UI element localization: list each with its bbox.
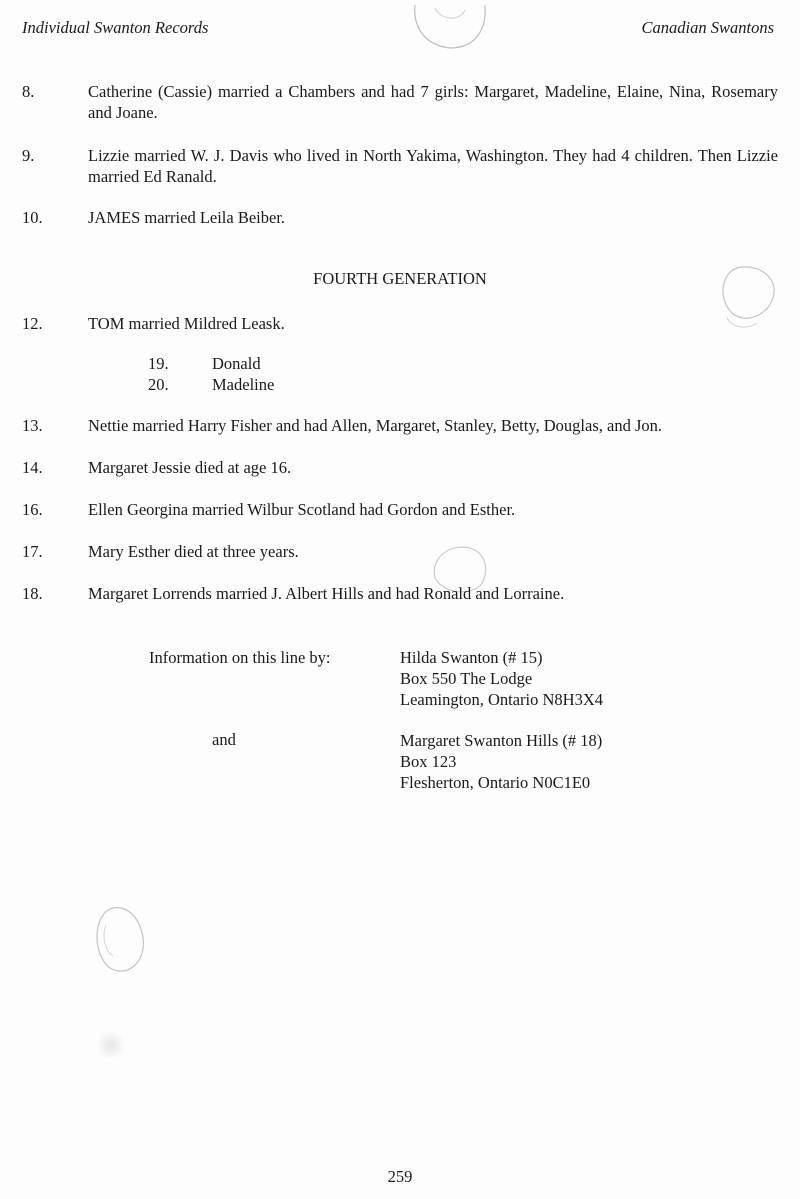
- child-entry: [148, 353, 261, 374]
- record-text: Nettie married Harry Fisher and had Allen, Margaret, Stanley, Betty, Douglas, and Jon.: [88, 416, 662, 435]
- record-entry: [22, 457, 778, 478]
- address-line: Box 123: [400, 752, 457, 771]
- child-number: 19.: [148, 354, 169, 373]
- record-number: 16.: [22, 500, 43, 519]
- smudge: [96, 1030, 126, 1060]
- address-line: Leamington, Ontario N8H3X4: [400, 690, 604, 709]
- record-entry: [22, 313, 778, 334]
- child-entry: [148, 374, 274, 395]
- record-text: Margaret Lorrends married J. Albert Hills and had Ronald and Lorraine.: [88, 584, 565, 603]
- record-entry: [22, 415, 778, 436]
- coffee-stain-top: [405, 0, 495, 55]
- record-entry: [22, 499, 778, 520]
- record-entry: [22, 81, 778, 123]
- record-text: TOM married Mildred Leask.: [88, 314, 285, 333]
- address-line: Hilda Swanton (# 15): [400, 648, 543, 667]
- child-name: Madeline: [212, 375, 275, 394]
- record-number: 18.: [22, 584, 43, 603]
- source-address-1: [400, 647, 603, 710]
- section-heading: FOURTH GENERATION: [313, 269, 487, 288]
- record-entry: [22, 207, 778, 228]
- record-number: 10.: [22, 208, 43, 227]
- coffee-stain-lower-left: [88, 900, 153, 980]
- record-entry: [22, 541, 778, 562]
- child-number: 20.: [148, 375, 169, 394]
- record-number: 9.: [22, 146, 35, 165]
- record-number: 13.: [22, 416, 43, 435]
- record-number: 8.: [22, 82, 35, 101]
- record-text: Margaret Jessie died at age 16.: [88, 458, 292, 477]
- record-entry: [22, 145, 778, 187]
- source-address-2: [400, 730, 602, 793]
- address-line: Margaret Swanton Hills (# 18): [400, 731, 603, 750]
- record-text: JAMES married Leila Beiber.: [88, 208, 286, 227]
- page-number: 259: [387, 1167, 413, 1186]
- and-label: and: [212, 730, 236, 749]
- information-label: Information on this line by:: [149, 648, 331, 667]
- child-name: Donald: [212, 354, 261, 373]
- address-line: Box 550 The Lodge: [400, 669, 533, 688]
- running-header-right: Canadian Swantons: [641, 18, 774, 37]
- address-line: Flesherton, Ontario N0C1E0: [400, 773, 591, 792]
- record-number: 12.: [22, 314, 43, 333]
- running-header-left: Individual Swanton Records: [22, 18, 209, 37]
- record-text: Mary Esther died at three years.: [88, 542, 299, 561]
- record-text: Lizzie married W. J. Davis who lived in North Yakima, Washington. They had 4 children. Then Lizzie married Ed Ranald.: [88, 146, 778, 186]
- record-entry: [22, 583, 778, 604]
- record-number: 14.: [22, 458, 43, 477]
- record-text: Ellen Georgina married Wilbur Scotland had Gordon and Esther.: [88, 500, 516, 519]
- record-text: Catherine (Cassie) married a Chambers and had 7 girls: Margaret, Madeline, Elaine, Nina, Rosemary and Joane.: [88, 82, 778, 122]
- record-number: 17.: [22, 542, 43, 561]
